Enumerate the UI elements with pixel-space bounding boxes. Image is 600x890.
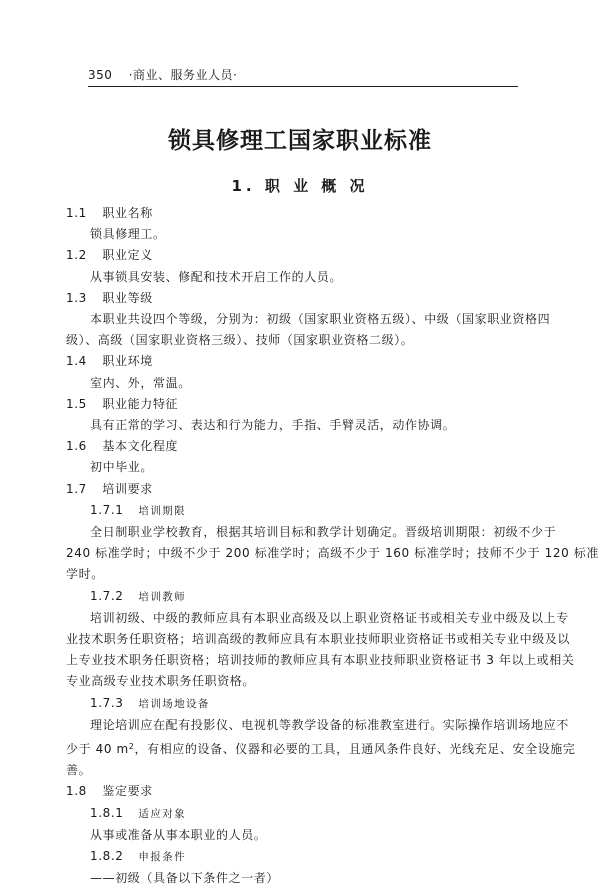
heading-1-2 — [66, 245, 538, 266]
heading-1-4 — [66, 351, 538, 372]
heading-1-7 — [66, 479, 538, 500]
heading-1-1 — [66, 203, 538, 224]
body-text — [66, 203, 599, 890]
subheading-number: 1.8.2 — [90, 849, 124, 864]
superscript-2: 2 — [128, 742, 135, 752]
heading-title: 职业定义 — [102, 248, 153, 263]
heading-title: 培训要求 — [102, 481, 153, 496]
paragraph-1-1: 锁具修理工。 — [90, 227, 166, 242]
page-number: 350 — [88, 68, 113, 82]
paragraph-1-7-2-line-1: 培训初级、中级的教师应具有本职业高级及以上职业资格证书或相关专业中级及以上专 — [90, 610, 569, 625]
paragraph-1-7-3-line-1: 理论培训应在配有投影仪、电视机等教学设备的标准教室进行。实际操作培训场地应不 — [90, 717, 569, 732]
heading-number: 1.8 — [66, 784, 87, 799]
heading-title: 职业能力特征 — [102, 396, 179, 411]
paragraph-1-8-1: 从事或准备从事本职业的人员。 — [90, 827, 267, 842]
heading-1-7-2 — [66, 586, 538, 608]
subheading-title: 适应对象 — [138, 807, 187, 820]
heading-1-8-1 — [66, 803, 538, 825]
heading-title: 职业环境 — [102, 354, 153, 369]
heading-1-8 — [66, 781, 538, 802]
heading-1-8-2 — [66, 846, 538, 868]
paragraph-1-7-1-line-1: 全日制职业学校教育，根据其培训目标和教学计划确定。晋级培训期限：初级不少于 — [90, 525, 557, 540]
paragraph-1-7-3-line-2 — [66, 736, 576, 760]
running-header — [88, 66, 237, 83]
paragraph-1-3-line-1: 本职业共设四个等级，分别为：初级（国家职业资格五级）、中级（国家职业资格四 — [90, 312, 551, 327]
heading-number: 1.4 — [66, 354, 87, 369]
heading-title: 职业等级 — [102, 290, 153, 305]
section-heading: 1. 职 业 概 况 — [231, 177, 369, 195]
heading-number: 1.1 — [66, 206, 87, 220]
heading-number: 1.2 — [66, 248, 87, 263]
subheading-number: 1.7.2 — [90, 588, 124, 603]
running-title: ·商业、服务业人员· — [128, 68, 238, 82]
heading-title: 鉴定要求 — [102, 784, 153, 799]
heading-title: 基本文化程度 — [102, 439, 179, 454]
subheading-number: 1.7.3 — [90, 695, 124, 710]
paragraph-1-5: 具有正常的学习、表达和行为能力，手指、手臂灵活，动作协调。 — [90, 418, 456, 433]
paragraph-1-3-line-2: 级）、高级（国家职业资格三级）、技师（国家职业资格二级）。 — [66, 333, 414, 348]
paragraph-1-7-2-line-2: 业技术职务任职资格；培训高级的教师应具有本职业技师职业资格证书或相关专业中级及以 — [66, 632, 571, 647]
heading-title: 职业名称 — [102, 206, 153, 220]
heading-number: 1.6 — [66, 439, 87, 454]
paragraph-1-4: 室内、外，常温。 — [90, 375, 191, 390]
paragraph-1-7-2-line-3: 上专业技术职务任职资格；培训技师的教师应具有本职业技师职业资格证书 3 年以上或相关 — [66, 653, 575, 668]
line-remainder: ，有相应的设备、仪器和必要的工具，且通风条件良好、光线充足、安全设施完 — [134, 742, 576, 757]
heading-number: 1.7 — [66, 481, 87, 496]
subheading-title: 培训教师 — [138, 590, 187, 603]
heading-1-7-1 — [66, 500, 538, 522]
document-title: 锁具修理工国家职业标准 — [168, 128, 432, 154]
area-value: 少于 40 m — [66, 742, 129, 757]
paragraph-1-6: 初中毕业。 — [90, 460, 154, 475]
heading-1-5 — [66, 394, 538, 415]
subheading-title: 培训期限 — [138, 504, 187, 517]
paragraph-1-7-3-line-3: 善。 — [66, 763, 92, 778]
header-rule — [88, 86, 518, 87]
heading-1-7-3 — [66, 693, 538, 715]
paragraph-1-2: 从事锁具安装、修配和技术开启工作的人员。 — [90, 269, 343, 284]
paragraph-1-8-2: ——初级（具备以下条件之一者） — [90, 871, 280, 886]
paragraph-1-7-1-line-2: 240 标准学时；中级不少于 200 标准学时；高级不少于 160 标准学时；技师不少于 120 标准 — [66, 546, 599, 561]
subheading-number: 1.8.1 — [90, 805, 124, 820]
heading-number: 1.3 — [66, 290, 87, 305]
paragraph-1-7-1-line-3: 学时。 — [66, 567, 104, 582]
paragraph-1-7-2-line-4: 专业高级专业技术职务任职资格。 — [66, 674, 256, 689]
subheading-title: 培训场地设备 — [138, 697, 210, 710]
heading-1-6 — [66, 436, 538, 457]
subheading-title: 申报条件 — [138, 851, 187, 864]
heading-number: 1.5 — [66, 396, 87, 411]
subheading-number: 1.7.1 — [90, 502, 124, 517]
heading-1-3 — [66, 288, 538, 309]
